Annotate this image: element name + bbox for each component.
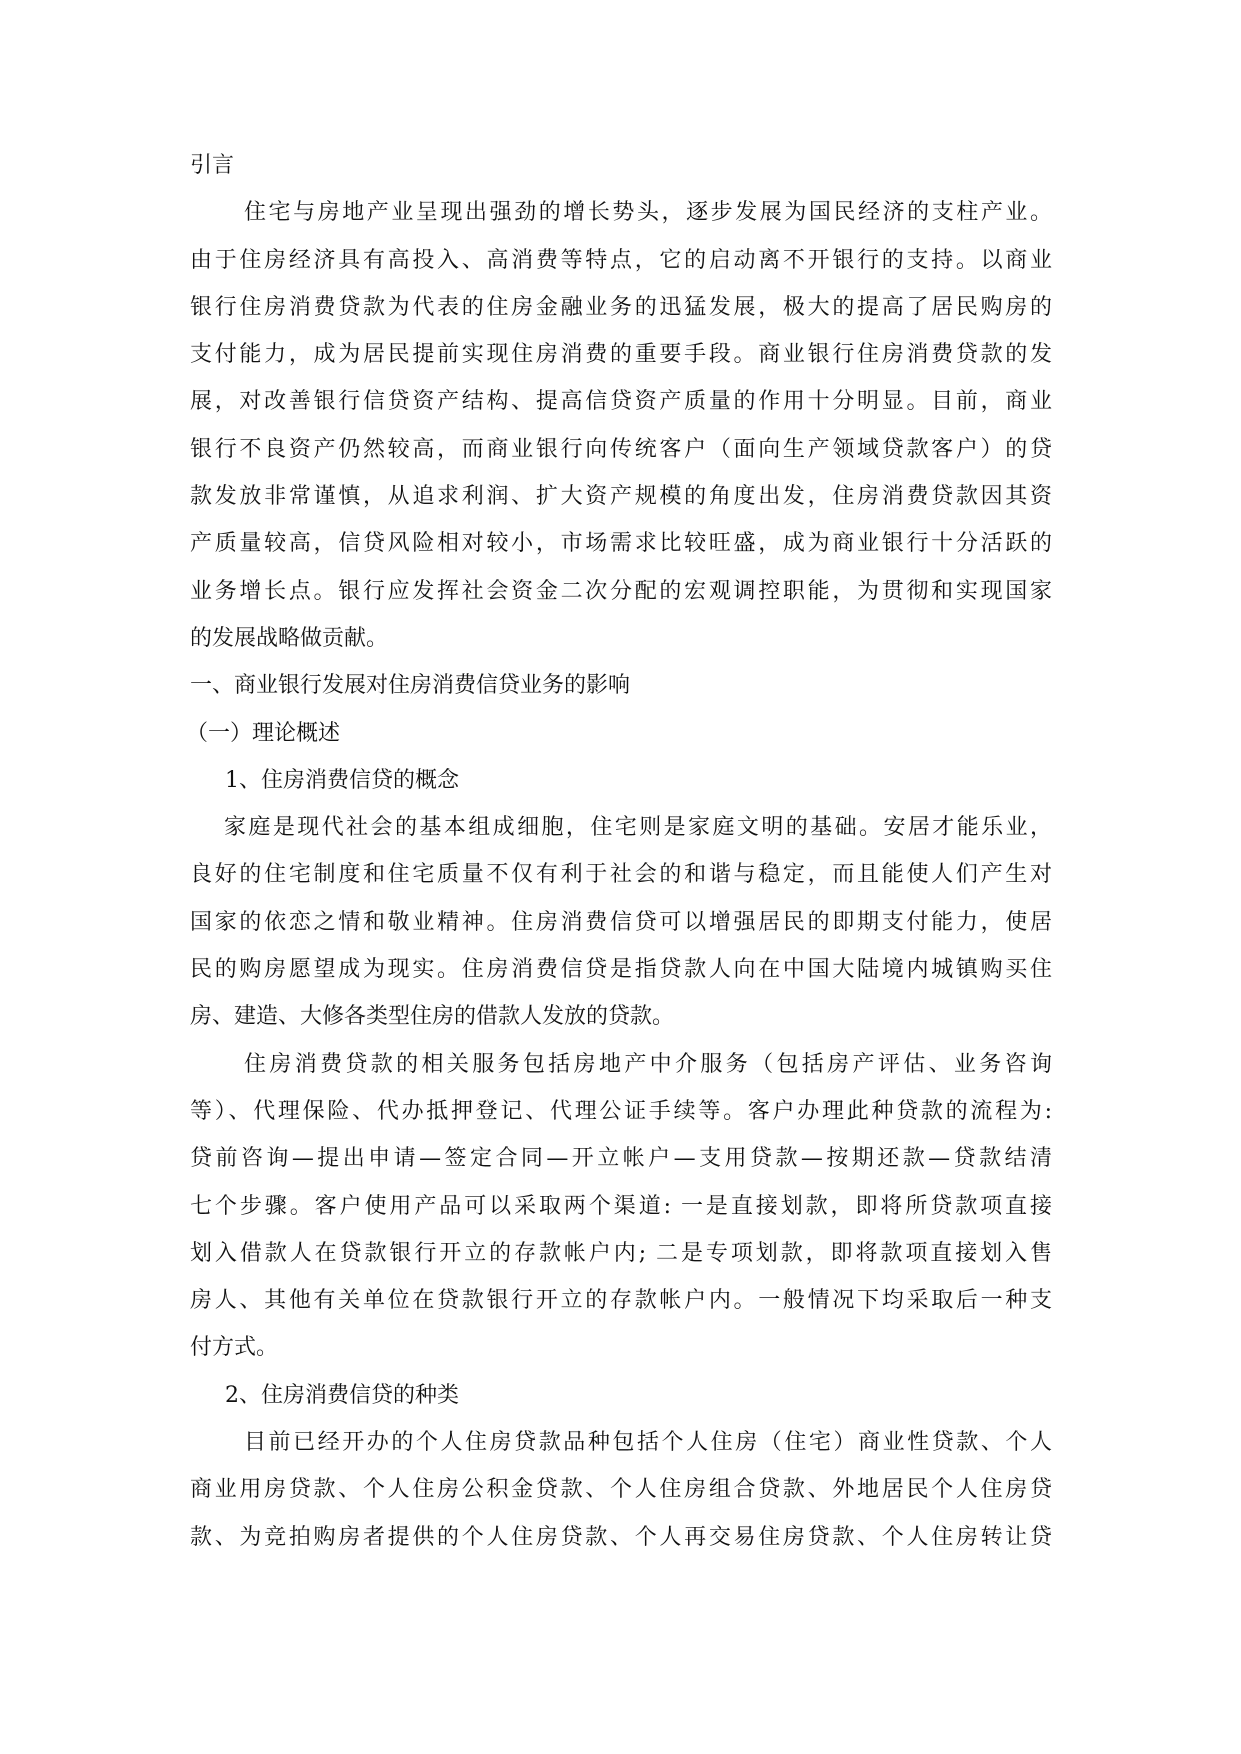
subsubsection-heading-concept: 1、住房消费信贷的概念: [225, 767, 459, 793]
document-body: [186, 142, 1052, 1561]
intro-paragraph: [190, 189, 1052, 662]
paragraph-line: 支付能力，成为居民提前实现住房消费的重要手段。商业银行住房消费贷款的发: [190, 342, 1052, 368]
paragraph-line: 国家的依恋之情和敬业精神。住房消费信贷可以增强居民的即期支付能力，使居: [190, 909, 1052, 935]
paragraph-line: 住房消费贷款的相关服务包括房地产中介服务（包括房产评估、业务咨询: [244, 1051, 1052, 1077]
paragraph-line: 款发放非常谨慎，从追求利润、扩大资产规模的角度出发，住房消费贷款因其资: [190, 484, 1052, 510]
paragraph-line: 等）、代理保险、代办抵押登记、代理公证手续等。客户办理此种贷款的流程为:: [190, 1098, 1052, 1124]
concept-paragraph: [190, 804, 1052, 1040]
paragraph-line: 良好的住宅制度和住宅质量不仅有利于社会的和谐与稳定，而且能使人们产生对: [190, 862, 1052, 888]
intro-heading: 引言: [190, 153, 235, 178]
types-paragraph: [190, 1419, 1052, 1561]
paragraph-line: 银行不良资产仍然较高，而商业银行向传统客户（面向生产领域贷款客户）的贷: [190, 436, 1052, 462]
paragraph-line: 房、建造、大修各类型住房的借款人发放的贷款。: [190, 1004, 675, 1030]
services-paragraph: [190, 1041, 1052, 1372]
paragraph-line: 的发展战略做贡献。: [190, 625, 389, 651]
paragraph-line: 业务增长点。银行应发挥社会资金二次分配的宏观调控职能，为贯彻和实现国家: [190, 578, 1052, 604]
paragraph-line: 贷前咨询—提出申请—签定合同—开立帐户—支用贷款—按期还款—贷款结清: [190, 1146, 1052, 1172]
paragraph-line: 住宅与房地产业呈现出强劲的增长势头，逐步发展为国民经济的支柱产业。: [244, 200, 1052, 226]
subsection-heading-1-1: （一）理论概述: [186, 720, 341, 746]
paragraph-line: 银行住房消费贷款为代表的住房金融业务的迅猛发展，极大的提高了居民购房的: [190, 294, 1052, 320]
paragraph-line: 七个步骤。客户使用产品可以采取两个渠道: 一是直接划款，即将所贷款项直接: [190, 1193, 1052, 1219]
paragraph-line: 房人、其他有关单位在贷款银行开立的存款帐户内。一般情况下均采取后一种支: [190, 1288, 1052, 1314]
paragraph-line: 民的购房愿望成为现实。住房消费信贷是指贷款人向在中国大陆境内城镇购买住: [190, 957, 1052, 983]
paragraph-line: 划入借款人在贷款银行开立的存款帐户内; 二是专项划款，即将款项直接划入售: [190, 1240, 1052, 1266]
paragraph-line: 展，对改善银行信贷资产结构、提高信贷资产质量的作用十分明显。目前，商业: [190, 389, 1052, 415]
section-heading-1: 一、商业银行发展对住房消费信贷业务的影响: [190, 673, 631, 699]
paragraph-line: 家庭是现代社会的基本组成细胞，住宅则是家庭文明的基础。安居才能乐业，: [224, 815, 1052, 841]
paragraph-line: 由于住房经济具有高投入、高消费等特点，它的启动离不开银行的支持。以商业: [190, 247, 1052, 273]
paragraph-line: 商业用房贷款、个人住房公积金贷款、个人住房组合贷款、外地居民个人住房贷: [190, 1477, 1052, 1503]
subsubsection-heading-types: 2、住房消费信贷的种类: [225, 1382, 459, 1408]
paragraph-line: 目前已经开办的个人住房贷款品种包括个人住房（住宅）商业性贷款、个人: [244, 1430, 1052, 1456]
paragraph-line: 产质量较高，信贷风险相对较小，市场需求比较旺盛，成为商业银行十分活跃的: [190, 531, 1052, 557]
paragraph-line: 款、为竞拍购房者提供的个人住房贷款、个人再交易住房贷款、个人住房转让贷: [190, 1524, 1052, 1550]
paragraph-line: 付方式。: [190, 1335, 279, 1361]
